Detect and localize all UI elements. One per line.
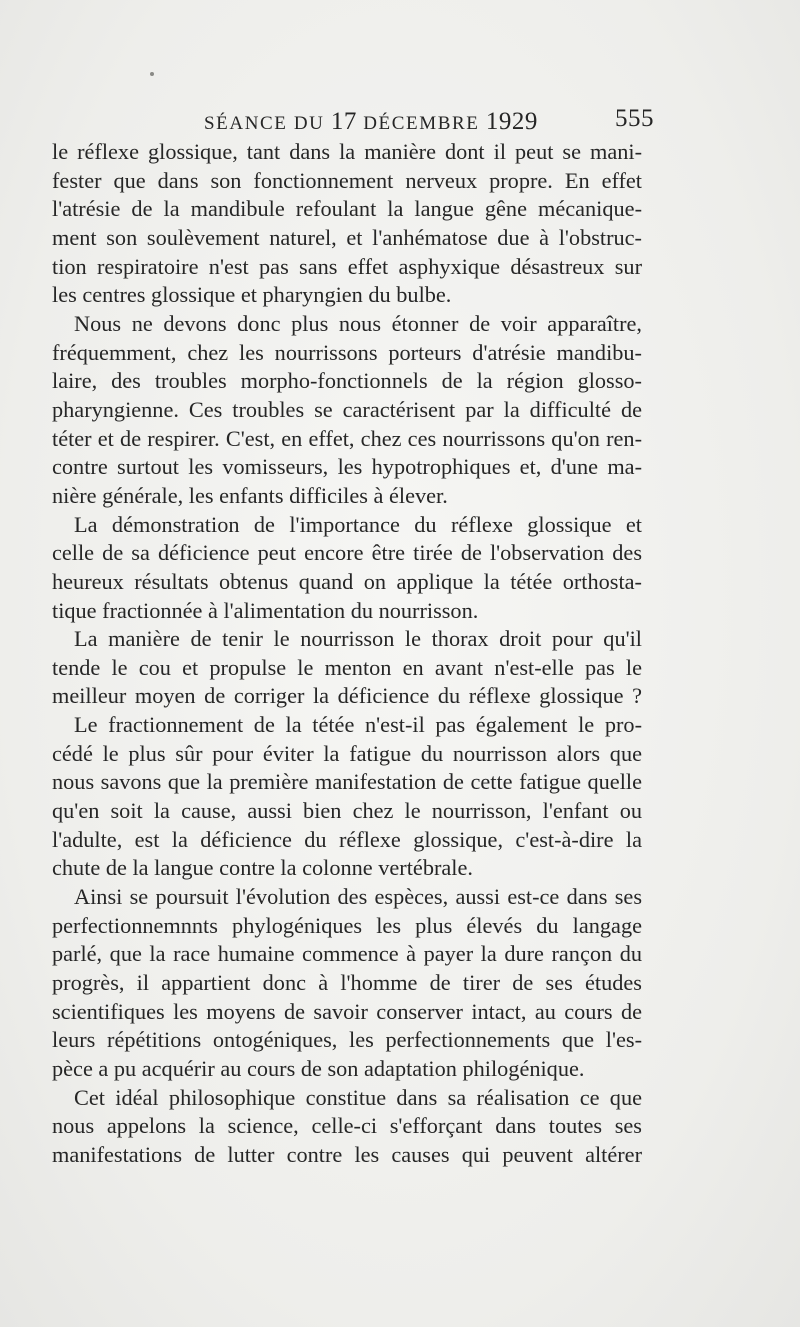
text-line: fester que dans son fonctionnement nerveux propre. En effet: [52, 167, 642, 193]
text-line: le réflexe glossique, tant dans la manière dont il peut se mani-: [52, 139, 642, 164]
text-line: Cet idéal philosophique constitue dans sa réalisation ce que: [74, 1084, 642, 1110]
text-line: perfectionnemnnts phylogéniques les plus élevés du langage: [52, 912, 642, 938]
text-line: tende le cou et propulse le menton en avant n'est-elle pas le: [52, 654, 642, 680]
text-line: l'adulte, est la déficience du réflexe glossique, c'est-à-dire la: [52, 826, 642, 852]
text-line: nière générale, les enfants difficiles à élever.: [52, 482, 448, 508]
print-speck: [150, 72, 154, 76]
text-line: téter et de respirer. C'est, en effet, chez ces nourrissons qu'on ren-: [52, 425, 642, 451]
paragraph: [52, 883, 642, 1084]
paragraph: [52, 625, 642, 711]
running-title-year: 1929: [485, 108, 538, 135]
text-line: progrès, il appartient donc à l'homme de tirer de ses études: [52, 970, 642, 996]
text-line: tique fractionnée à l'alimentation du nourrisson.: [52, 597, 479, 623]
text-line: contre surtout les vomisseurs, les hypotrophiques et, d'une ma-: [52, 454, 642, 480]
text-line: meilleur moyen de corriger la déficience du réflexe glossique ?: [52, 683, 642, 709]
text-line: ment son soulèvement naturel, et l'anhématose due à l'obstruc-: [52, 224, 642, 250]
text-line: parlé, que la race humaine commence à payer la dure rançon du: [52, 941, 642, 967]
text-line: La démonstration de l'importance du réflexe glossique et: [74, 511, 642, 537]
text-line: les centres glossique et pharyngien du bulbe.: [52, 282, 452, 308]
text-line: fréquemment, chez les nourrissons porteurs d'atrésie mandibu-: [52, 339, 642, 365]
paragraph: [52, 711, 642, 883]
text-line: cédé le plus sûr pour éviter la fatigue du nourrisson alors que: [52, 740, 642, 766]
text-line: qu'en soit la cause, aussi bien chez le nourrisson, l'enfant ou: [52, 798, 642, 824]
text-line: nous appelons la science, celle-ci s'efforçant dans toutes ses: [52, 1113, 642, 1139]
running-title-day: 17: [330, 108, 357, 135]
paragraph: [52, 1084, 642, 1170]
text-line: heureux résultats obtenus quand on applique la tétée orthosta-: [52, 568, 642, 594]
paragraph: [52, 310, 642, 511]
text-line: chute de la langue contre la colonne vertébrale.: [52, 855, 473, 881]
text-line: scientifiques les moyens de savoir conserver intact, au cours de: [52, 998, 642, 1024]
text-line: pharyngienne. Ces troubles se caractérisent par la difficulté de: [52, 396, 642, 422]
text-line: leurs répétitions ontogéniques, les perfectionnements que l'es-: [52, 1027, 642, 1053]
running-title: [204, 108, 538, 136]
text-line: nous savons que la première manifestation de cette fatigue quelle: [52, 769, 642, 795]
text-line: laire, des troubles morpho-fonctionnels de la région glosso-: [52, 368, 642, 394]
text-line: pèce a pu acquérir au cours de son adaptation philogénique.: [52, 1056, 585, 1081]
body-text: [52, 138, 642, 1170]
text-line: La manière de tenir le nourrisson le thorax droit pour qu'il: [74, 626, 642, 652]
page-number: 555: [615, 105, 654, 132]
paragraph: [52, 511, 642, 626]
text-line: celle de sa déficience peut encore être tirée de l'observation des: [52, 540, 642, 566]
running-title-text: SÉANCE DU: [204, 113, 325, 134]
text-line: manifestations de lutter contre les causes qui peuvent altérer: [52, 1141, 642, 1167]
text-line: l'atrésie de la mandibule refoulant la langue gêne mécanique-: [52, 196, 642, 222]
text-line: Le fractionnement de la tétée n'est-il pas également le pro-: [74, 712, 642, 738]
running-header: [52, 100, 652, 136]
text-line: Nous ne devons donc plus nous étonner de voir apparaître,: [74, 310, 642, 336]
text-line: tion respiratoire n'est pas sans effet asphyxique désastreux sur: [52, 253, 642, 279]
running-title-month: DÉCEMBRE: [363, 113, 480, 134]
text-line: Ainsi se poursuit l'évolution des espèces, aussi est-ce dans ses: [74, 884, 642, 910]
paragraph: [52, 138, 642, 310]
